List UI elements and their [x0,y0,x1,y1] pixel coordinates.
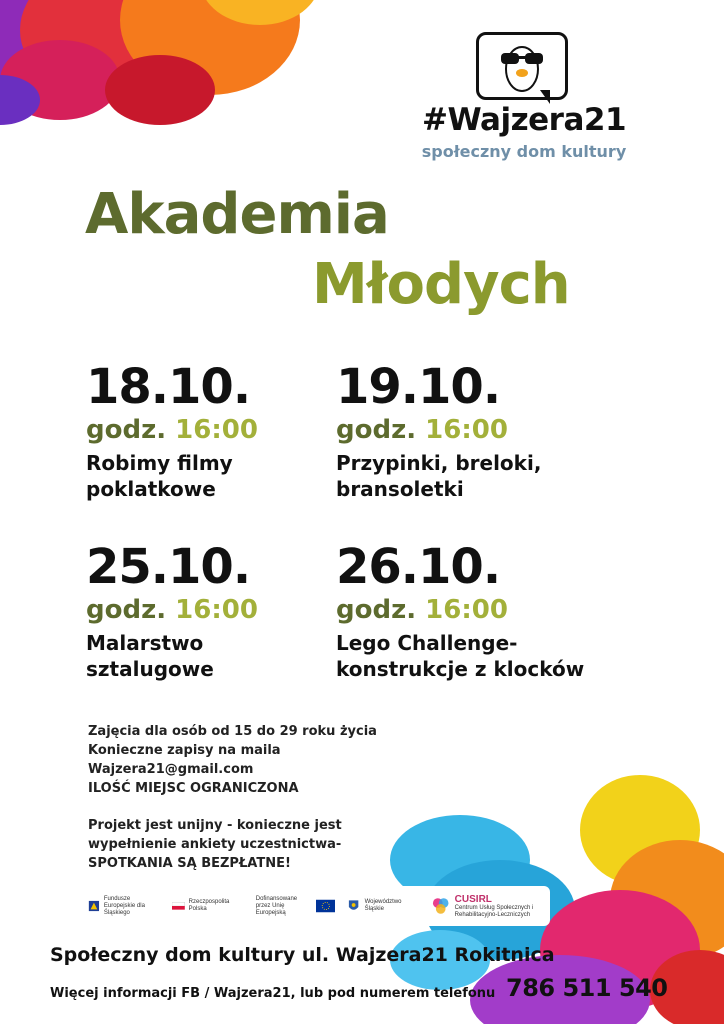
event-2 [336,360,636,502]
info-age: Zajęcia dla osób od 15 do 29 roku życia [88,724,377,739]
event-description: Przypinki, breloki, bransoletki [336,451,542,501]
poland-flag-icon [172,899,185,913]
event-description: Robimy filmy poklatkowe [86,451,233,501]
sponsor-eu-label: Dofinansowane przez Unię Europejską [255,895,298,916]
event-time-value: 16:00 [425,415,508,445]
event-description: Malarstwo sztalugowe [86,631,214,681]
footer-more-info: Więcej informacji FB / Wajzera21, lub pod numerem telefonu [50,986,496,1001]
footer-address: Społeczny dom kultury ul. Wajzera21 Rokitnica [50,944,555,966]
sponsor-cusirl [431,894,542,919]
paint-splash-top-left [0,0,340,170]
info-block [88,722,388,873]
phone-number[interactable]: 786 511 540 [506,974,668,1002]
event-date: 19.10. [336,359,501,415]
event-time [336,414,636,446]
event-time-value: 16:00 [425,595,508,625]
info-email[interactable]: Wajzera21@gmail.com [88,762,254,777]
title-line-1: Akademia [85,182,389,247]
sponsor-eu [256,896,336,917]
logo-hashtag: #Wajzera21 [421,102,627,138]
speech-bubble-icon [476,32,568,100]
fe-logo-icon [88,899,100,913]
sponsors-bar [80,886,550,926]
event-time [336,594,656,626]
event-4 [336,540,656,682]
event-description: Lego Challenge- konstrukcje z klocków [336,631,585,681]
cusirl-subtitle: Centrum Usług Społecznych i Rehabilitacyjno-Leczniczych [454,904,534,918]
eu-flag-icon [316,899,336,913]
slaskie-crest-icon [347,899,360,913]
info-survey: wypełnienie ankiety uczestnictwa- [88,837,342,852]
event-date: 25.10. [86,539,251,595]
info-signup: Konieczne zapisy na maila [88,743,281,758]
wajzera-logo [414,30,634,170]
info-project: Projekt jest unijny - konieczne jest [88,818,342,833]
cusirl-logo-icon [431,896,450,916]
sponsor-rp-label: Rzeczpospolita Polska [188,899,230,912]
info-limited: ILOŚĆ MIEJSC OGRANICZONA [88,781,299,796]
sponsor-rp [172,899,244,913]
event-date: 18.10. [86,359,251,415]
cusirl-name: CUSIRL [454,893,492,905]
sponsor-fe [88,896,160,917]
logo-subtitle: społeczny dom kultury [421,142,627,161]
event-time-label: godz. [336,415,417,445]
title-line-2: Młodych [312,252,570,317]
event-time-label: godz. [86,595,167,625]
event-date: 26.10. [336,539,501,595]
bird-with-sunglasses-icon [479,35,565,97]
event-time-label: godz. [336,595,417,625]
event-time-value: 16:00 [175,415,258,445]
sponsor-slaskie [347,899,419,913]
sponsor-fe-label: Fundusze Europejskie dla Śląskiego [103,895,145,916]
event-time-value: 16:00 [175,595,258,625]
info-free: SPOTKANIA SĄ BEZPŁATNE! [88,856,291,871]
event-time-label: godz. [86,415,167,445]
sponsor-slaskie-label: Województwo Śląskie [364,899,402,912]
